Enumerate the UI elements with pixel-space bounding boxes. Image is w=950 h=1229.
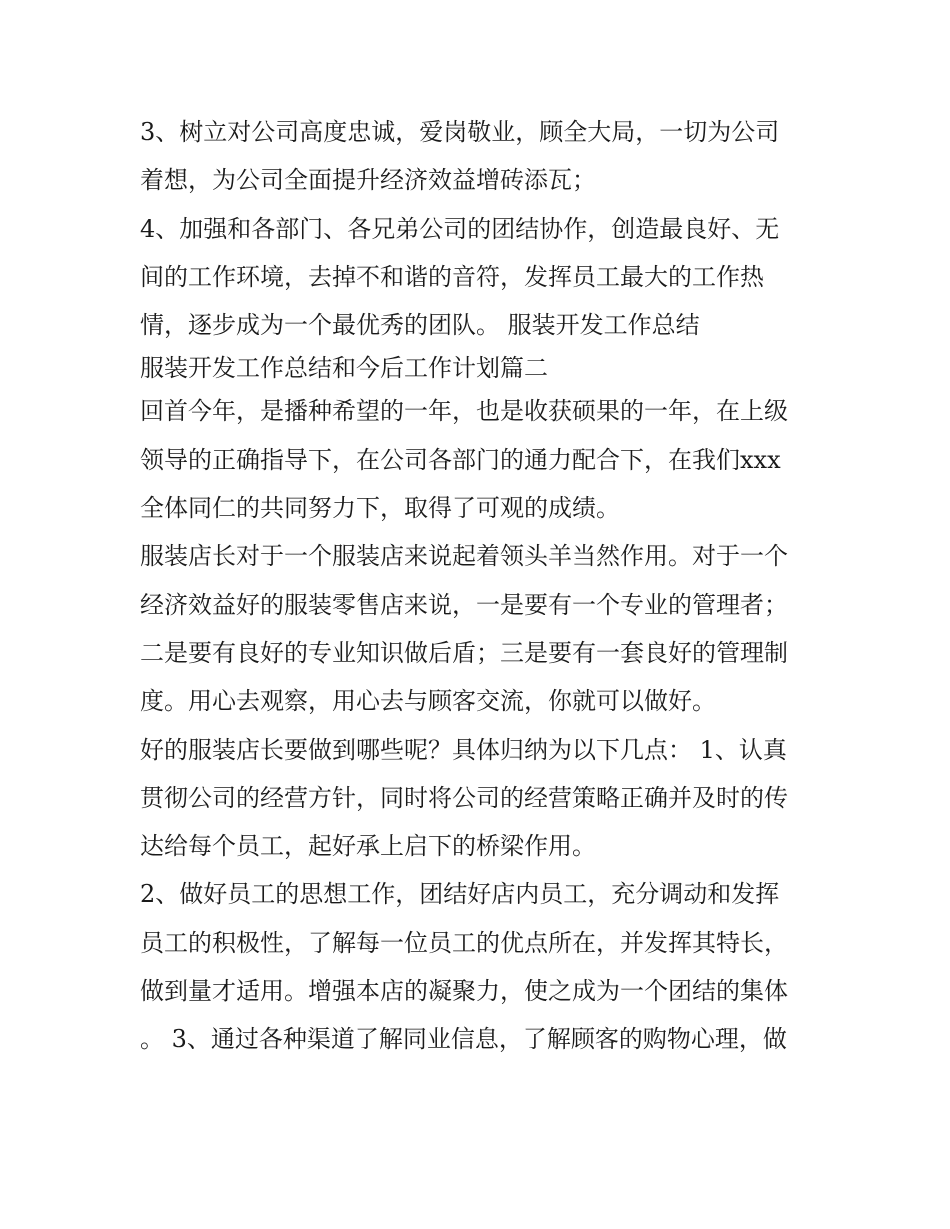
text-line: 回首今年，是播种希望的一年，也是收获硕果的一年，在上级 — [140, 397, 788, 426]
text-line: 二是要有良好的专业知识做后盾；三是要有一套良好的管理制 — [140, 638, 788, 667]
document-body — [140, 108, 820, 1064]
text-line: 员工的积极性，了解每一位员工的优点所在，并发挥其特长， — [140, 928, 788, 957]
text-line: 度。用心去观察，用心去与顾客交流，你就可以做好。 — [140, 687, 716, 716]
text-line: 情，逐步成为一个最优秀的团队。 服装开发工作总结 — [140, 311, 700, 340]
text-line: 3、树立对公司高度忠诚，爱岗敬业，顾全大局，一切为公司 — [140, 118, 780, 146]
text-line: 服装店长对于一个服装店来说起着领头羊当然作用。对于一个 — [140, 542, 788, 571]
text-line: 经济效益好的服装零售店来说，一是要有一个专业的管理者； — [140, 590, 788, 619]
text-line: 全体同仁的共同努力下，取得了可观的成绩。 — [140, 494, 620, 523]
text-line: 4、加强和各部门、各兄弟公司的团结协作，创造最良好、无 — [140, 214, 780, 243]
text-line: 间的工作环境，去掉不和谐的音符，发挥员工最大的工作热 — [140, 262, 764, 291]
text-line: 2、做好员工的思想工作，团结好店内员工，充分调动和发挥 — [140, 880, 780, 909]
text-line: 着想，为公司全面提升经济效益增砖添瓦； — [140, 166, 596, 195]
text-line: 达给每个员工，起好承上启下的桥梁作用。 — [140, 832, 596, 861]
text-line: 贯彻公司的经营方针，同时将公司的经营策略正确并及时的传 — [140, 783, 788, 812]
text-line: 好的服装店长要做到哪些呢？具体归纳为以下几点： 1、认真 — [140, 735, 787, 764]
section-heading: 服装开发工作总结和今后工作计划篇二 — [140, 354, 548, 383]
text-line: 。 3、通过各种渠道了解同业信息，了解顾客的购物心理，做 — [140, 1025, 787, 1054]
text-line: 领导的正确指导下，在公司各部门的通力配合下，在我们xxx — [140, 445, 781, 474]
text-line: 做到量才适用。增强本店的凝聚力，使之成为一个团结的集体 — [140, 977, 788, 1006]
